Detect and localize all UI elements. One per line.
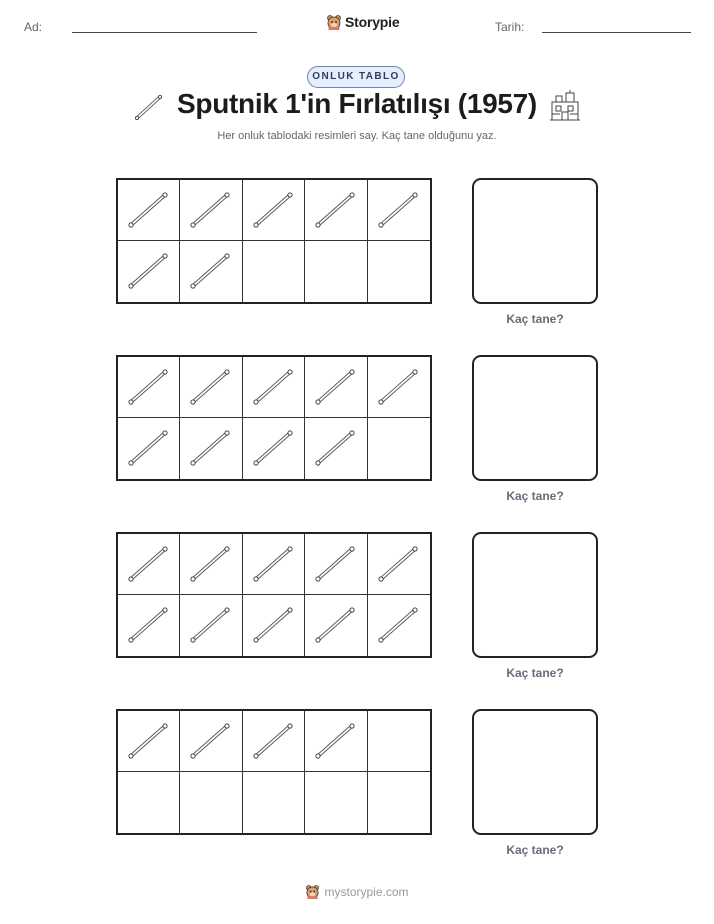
ten-frame-3 [116, 532, 432, 658]
ten-frame-1 [116, 178, 432, 304]
ten-frame-cell [305, 357, 367, 418]
sputnik-antenna-icon [190, 252, 230, 290]
ten-frame-cell [305, 595, 367, 656]
ten-frame-cell [305, 772, 367, 833]
answer-label-1: Kaç tane? [506, 312, 564, 326]
footer [0, 884, 714, 899]
sputnik-antenna-icon [128, 191, 168, 229]
ten-frame-cell [368, 357, 430, 418]
ten-frame-cell [118, 595, 180, 656]
sputnik-antenna-icon [378, 545, 418, 583]
sputnik-antenna-icon [253, 429, 293, 467]
date-label: Tarih: [495, 20, 525, 34]
sputnik-antenna-icon [253, 191, 293, 229]
ten-frame-cell [243, 357, 305, 418]
sputnik-antenna-icon [253, 606, 293, 644]
ten-frame-cell [368, 418, 430, 479]
sputnik-antenna-icon [378, 191, 418, 229]
name-label: Ad: [24, 20, 43, 34]
sputnik-antenna-icon [190, 429, 230, 467]
ten-frame-cell [243, 418, 305, 479]
ten-frame-cell [243, 772, 305, 833]
ten-frame-cell [118, 241, 180, 302]
ten-frame-2 [116, 355, 432, 481]
storypie-bear-icon [305, 884, 320, 899]
sputnik-antenna-icon [315, 429, 355, 467]
sputnik-antenna-icon [315, 368, 355, 406]
sputnik-antenna-icon [128, 368, 168, 406]
answer-label-4: Kaç tane? [506, 843, 564, 857]
ten-frame-cell [180, 180, 242, 241]
date-line[interactable] [542, 32, 691, 33]
worksheet-type-badge: ONLUK TABLO [307, 66, 405, 88]
ten-frame-cell [368, 180, 430, 241]
ten-frame-cell [180, 711, 242, 772]
sputnik-antenna-icon [253, 545, 293, 583]
sputnik-antenna-icon [315, 545, 355, 583]
brand-name: Storypie [345, 14, 400, 30]
footer-url: mystorypie.com [324, 884, 409, 899]
ten-frame-cell [118, 772, 180, 833]
sputnik-antenna-icon [190, 191, 230, 229]
ten-frame-cell [243, 241, 305, 302]
sputnik-antenna-icon [190, 368, 230, 406]
sputnik-antenna-icon [253, 368, 293, 406]
sputnik-antenna-icon [190, 606, 230, 644]
ten-frame-cell [118, 534, 180, 595]
sputnik-antenna-icon [378, 606, 418, 644]
ten-frame-cell [180, 534, 242, 595]
ten-frame-cell [243, 595, 305, 656]
sputnik-antenna-icon [315, 191, 355, 229]
ten-frame-cell [305, 180, 367, 241]
ten-frame-cell [368, 711, 430, 772]
answer-label-2: Kaç tane? [506, 489, 564, 503]
ten-frame-cell [118, 711, 180, 772]
sputnik-antenna-icon [128, 606, 168, 644]
ten-frame-cell [305, 418, 367, 479]
ten-frame-cell [305, 534, 367, 595]
page-title: Sputnik 1'in Fırlatılışı (1957) [177, 88, 537, 119]
sputnik-antenna-icon [128, 429, 168, 467]
answer-label-3: Kaç tane? [506, 666, 564, 680]
ten-frame-cell [368, 772, 430, 833]
ten-frame-cell [180, 595, 242, 656]
ten-frame-cell [368, 534, 430, 595]
answer-box-4[interactable] [472, 709, 598, 835]
ten-frame-cell [368, 595, 430, 656]
ten-frame-cell [243, 711, 305, 772]
sputnik-antenna-icon [315, 722, 355, 760]
ten-frame-cell [305, 711, 367, 772]
instructions: Her onluk tablodaki resimleri say. Kaç tane olduğunu yaz. [217, 130, 497, 142]
sputnik-antenna-icon [190, 722, 230, 760]
ten-frame-cell [180, 357, 242, 418]
ten-frame-4 [116, 709, 432, 835]
sputnik-antenna-icon [253, 722, 293, 760]
building-sketch-icon [548, 90, 582, 124]
ten-frame-cell [118, 357, 180, 418]
ten-frame-cell [118, 180, 180, 241]
ten-frame-cell [243, 534, 305, 595]
brand-logo [326, 14, 399, 30]
ten-frame-cell [180, 772, 242, 833]
storypie-bear-icon [326, 14, 342, 30]
sputnik-antenna-icon [128, 252, 168, 290]
ten-frame-cell [118, 418, 180, 479]
ten-frame-cell [180, 418, 242, 479]
ten-frame-cell [180, 241, 242, 302]
ten-frame-cell [305, 241, 367, 302]
sputnik-antenna-icon [378, 368, 418, 406]
name-line[interactable] [72, 32, 257, 33]
answer-box-3[interactable] [472, 532, 598, 658]
answer-box-1[interactable] [472, 178, 598, 304]
answer-box-2[interactable] [472, 355, 598, 481]
ten-frame-cell [368, 241, 430, 302]
sputnik-antenna-icon [190, 545, 230, 583]
sputnik-antenna-icon [128, 545, 168, 583]
sputnik-antenna-icon [128, 722, 168, 760]
sputnik-antenna-icon [315, 606, 355, 644]
ten-frame-cell [243, 180, 305, 241]
